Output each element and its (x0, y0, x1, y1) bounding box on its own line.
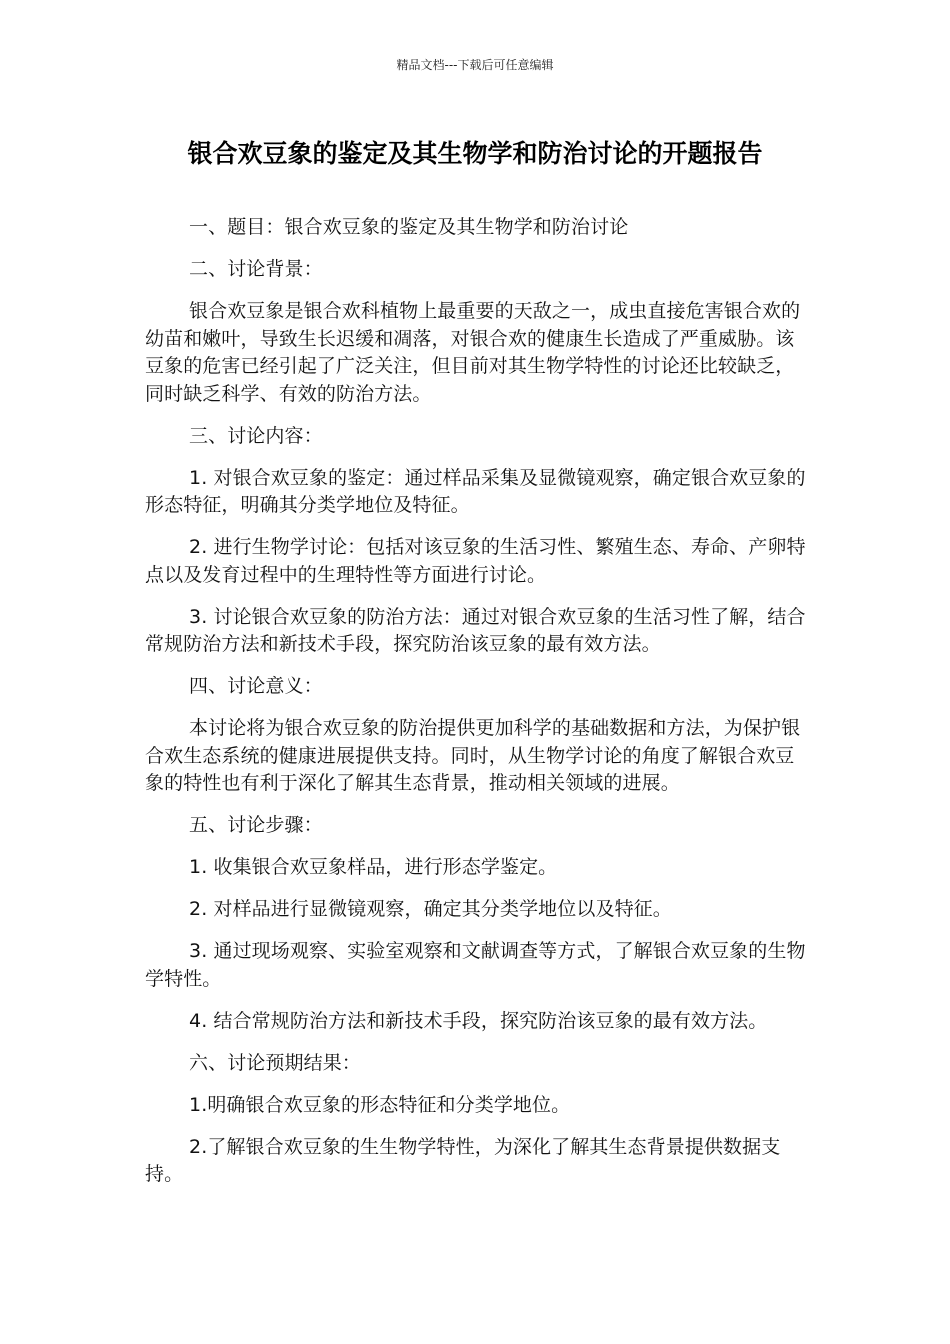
header-watermark: 精品文档---下载后可任意编辑 (396, 58, 554, 72)
section-heading-steps: 五、讨论步骤： (189, 814, 323, 836)
section-heading-content: 三、讨论内容： (189, 424, 323, 447)
document-title: 银合欢豆象的鉴定及其生物学和防治讨论的开题报告 (187, 139, 763, 168)
significance-paragraph: 本讨论将为银合欢豆象的防治提供更加科学的基础数据和方法，为保护银合欢生态系统的健康进展提供支持。同时，从生物学讨论的角度了解银合欢豆象的特性也有利于深化了解其生态背景，推动相关领域的进展。 (145, 717, 801, 794)
step-item-4: 4. 结合常规防治方法和新技术手段，探究防治该豆象的最有效方法。 (189, 1009, 768, 1032)
step-item-3: 3. 通过现场观察、实验室观察和文献调查等方式，了解银合欢豆象的生物学特性。 (145, 940, 806, 990)
section-heading-expected-results: 六、讨论预期结果： (189, 1051, 361, 1074)
content-item-2: 2. 进行生物学讨论：包括对该豆象的生活习性、繁殖生态、寿命、产卵特点以及发育过程中的生理特性等方面进行讨论。 (145, 536, 806, 586)
content-item-1: 1. 对银合欢豆象的鉴定：通过样品采集及显微镜观察，确定银合欢豆象的形态特征，明确其分类学地位及特征。 (145, 466, 806, 516)
document-body (145, 214, 810, 1203)
result-item-2: 2.了解银合欢豆象的生生物学特性，为深化了解其生态背景提供数据支持。 (145, 1135, 781, 1185)
section-heading-significance: 四、讨论意义： (189, 675, 323, 697)
step-item-2: 2. 对样品进行显微镜观察，确定其分类学地位以及特征。 (189, 898, 672, 920)
result-item-1: 1.明确银合欢豆象的形态特征和分类学地位。 (189, 1093, 571, 1116)
step-item-1: 1. 收集银合欢豆象样品，进行形态学鉴定。 (189, 856, 558, 878)
section-heading-topic: 一、题目：银合欢豆象的鉴定及其生物学和防治讨论 (189, 216, 629, 238)
background-paragraph: 银合欢豆象是银合欢科植物上最重要的天敌之一，成虫直接危害银合欢的幼苗和嫩叶，导致生长迟缓和凋落，对银合欢的健康生长造成了严重威胁。该豆象的危害已经引起了广泛关注，但目前对其生物学特性的讨论还比较缺乏，同时缺乏科学、有效的防治方法。 (145, 300, 801, 405)
section-heading-background: 二、讨论背景： (189, 258, 323, 280)
content-item-3: 3. 讨论银合欢豆象的防治方法：通过对银合欢豆象的生活习性了解，结合常规防治方法和新技术手段，探究防治该豆象的最有效方法。 (145, 605, 806, 655)
